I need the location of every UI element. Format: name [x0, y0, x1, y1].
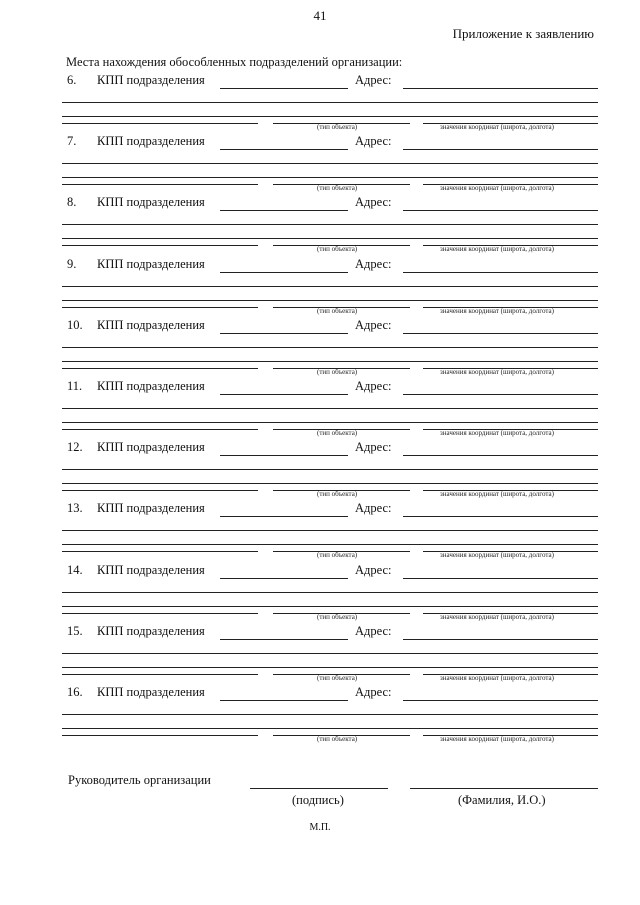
address-field-line-3[interactable] — [62, 422, 598, 423]
name-line[interactable] — [410, 788, 598, 789]
object-type-caption: (тип объекта) — [317, 245, 358, 253]
entry-number: 10. — [67, 318, 83, 332]
kpp-label: КПП подразделения — [97, 257, 205, 271]
coords-caption: значения координат (широта, долгота) — [440, 674, 554, 682]
kpp-label: КПП подразделения — [97, 134, 205, 148]
object-type-caption: (тип объекта) — [317, 123, 358, 131]
kpp-label: КПП подразделения — [97, 195, 205, 209]
entry-number: 12. — [67, 440, 83, 454]
kpp-label: КПП подразделения — [97, 563, 205, 577]
signature-caption: (подпись) — [292, 793, 344, 807]
entry-row — [0, 134, 640, 195]
address-label: Адрес: — [355, 134, 392, 148]
kpp-field[interactable] — [220, 394, 348, 395]
address-field-line-1[interactable] — [403, 149, 598, 150]
address-field-line-1[interactable] — [403, 455, 598, 456]
entry-number: 9. — [67, 257, 77, 271]
address-label: Адрес: — [355, 563, 392, 577]
signature-line[interactable] — [250, 788, 388, 789]
address-field-line-1[interactable] — [403, 210, 598, 211]
stamp-place: М.П. — [309, 822, 331, 833]
address-field-line-3[interactable] — [62, 116, 598, 117]
entry-number: 11. — [67, 379, 83, 393]
address-field-line-2[interactable] — [62, 163, 598, 164]
entry-row — [0, 685, 640, 746]
address-field-line-2[interactable] — [62, 469, 598, 470]
address-field-line-4[interactable] — [62, 674, 258, 675]
address-field-line-4[interactable] — [62, 368, 258, 369]
address-label: Адрес: — [355, 440, 392, 454]
coords-caption: значения координат (широта, долгота) — [440, 245, 554, 253]
kpp-field[interactable] — [220, 272, 348, 273]
address-field-line-2[interactable] — [62, 102, 598, 103]
address-field-line-4[interactable] — [62, 123, 258, 124]
address-label: Адрес: — [355, 379, 392, 393]
entry-row — [0, 501, 640, 562]
address-field-line-3[interactable] — [62, 544, 598, 545]
entry-number: 16. — [67, 685, 83, 699]
address-field-line-1[interactable] — [403, 272, 598, 273]
signature-title: Руководитель организации — [68, 773, 211, 787]
coords-caption: значения координат (широта, долгота) — [440, 184, 554, 192]
entry-row — [0, 440, 640, 501]
page-number: 41 — [313, 8, 327, 23]
address-label: Адрес: — [355, 501, 392, 515]
address-field-line-3[interactable] — [62, 667, 598, 668]
address-field-line-2[interactable] — [62, 530, 598, 531]
address-field-line-3[interactable] — [62, 300, 598, 301]
address-field-line-2[interactable] — [62, 347, 598, 348]
kpp-label: КПП подразделения — [97, 73, 205, 87]
object-type-caption: (тип объекта) — [317, 184, 358, 192]
address-field-line-2[interactable] — [62, 286, 598, 287]
address-field-line-3[interactable] — [62, 728, 598, 729]
address-field-line-4[interactable] — [62, 184, 258, 185]
address-field-line-3[interactable] — [62, 361, 598, 362]
address-field-line-3[interactable] — [62, 177, 598, 178]
address-label: Адрес: — [355, 257, 392, 271]
coords-caption: значения координат (широта, долгота) — [440, 551, 554, 559]
kpp-label: КПП подразделения — [97, 685, 205, 699]
address-field-line-1[interactable] — [403, 88, 598, 89]
kpp-label: КПП подразделения — [97, 440, 205, 454]
address-field-line-3[interactable] — [62, 606, 598, 607]
kpp-field[interactable] — [220, 700, 348, 701]
object-type-caption: (тип объекта) — [317, 674, 358, 682]
address-field-line-1[interactable] — [403, 333, 598, 334]
address-label: Адрес: — [355, 73, 392, 87]
object-type-caption: (тип объекта) — [317, 368, 358, 376]
address-field-line-2[interactable] — [62, 224, 598, 225]
object-type-caption: (тип объекта) — [317, 735, 358, 743]
kpp-field[interactable] — [220, 455, 348, 456]
object-type-caption: (тип объекта) — [317, 307, 358, 315]
address-field-line-4[interactable] — [62, 490, 258, 491]
kpp-field[interactable] — [220, 333, 348, 334]
coords-caption: значения координат (широта, долгота) — [440, 429, 554, 437]
entry-row — [0, 257, 640, 318]
address-label: Адрес: — [355, 318, 392, 332]
address-field-line-4[interactable] — [62, 307, 258, 308]
entry-row — [0, 379, 640, 440]
kpp-field[interactable] — [220, 210, 348, 211]
coords-caption: значения координат (широта, долгота) — [440, 613, 554, 621]
kpp-field[interactable] — [220, 639, 348, 640]
address-field-line-2[interactable] — [62, 592, 598, 593]
appendix-title: Приложение к заявлению — [452, 26, 594, 41]
address-label: Адрес: — [355, 624, 392, 638]
section-title: Места нахождения обособленных подразделений организации: — [66, 55, 403, 69]
kpp-label: КПП подразделения — [97, 624, 205, 638]
address-field-line-2[interactable] — [62, 714, 598, 715]
coords-caption: значения координат (широта, долгота) — [440, 735, 554, 743]
address-field-line-1[interactable] — [403, 700, 598, 701]
entry-row — [0, 563, 640, 624]
object-type-caption: (тип объекта) — [317, 490, 358, 498]
entry-number: 7. — [67, 134, 77, 148]
address-field-line-2[interactable] — [62, 408, 598, 409]
kpp-label: КПП подразделения — [97, 501, 205, 515]
address-field-line-3[interactable] — [62, 238, 598, 239]
object-type-caption: (тип объекта) — [317, 429, 358, 437]
address-field-line-1[interactable] — [403, 578, 598, 579]
entry-row — [0, 195, 640, 256]
address-field-line-1[interactable] — [403, 394, 598, 395]
entry-number: 8. — [67, 195, 77, 209]
kpp-field[interactable] — [220, 149, 348, 150]
entry-row — [0, 318, 640, 379]
address-field-line-4[interactable] — [62, 551, 258, 552]
entry-row — [0, 624, 640, 685]
entry-row — [0, 73, 640, 134]
address-field-line-4[interactable] — [62, 429, 258, 430]
kpp-field[interactable] — [220, 578, 348, 579]
entry-number: 14. — [67, 563, 83, 577]
address-field-line-4[interactable] — [62, 613, 258, 614]
address-field-line-4[interactable] — [62, 245, 258, 246]
kpp-label: КПП подразделения — [97, 379, 205, 393]
kpp-field[interactable] — [220, 516, 348, 517]
entry-number: 15. — [67, 624, 83, 638]
address-label: Адрес: — [355, 195, 392, 209]
coords-caption: значения координат (широта, долгота) — [440, 307, 554, 315]
entry-number: 6. — [67, 73, 77, 87]
kpp-field[interactable] — [220, 88, 348, 89]
coords-caption: значения координат (широта, долгота) — [440, 123, 554, 131]
coords-caption: значения координат (широта, долгота) — [440, 368, 554, 376]
entry-number: 13. — [67, 501, 83, 515]
address-field-line-2[interactable] — [62, 653, 598, 654]
name-caption: (Фамилия, И.О.) — [458, 793, 546, 807]
kpp-label: КПП подразделения — [97, 318, 205, 332]
address-label: Адрес: — [355, 685, 392, 699]
address-field-line-4[interactable] — [62, 735, 258, 736]
object-type-caption: (тип объекта) — [317, 551, 358, 559]
address-field-line-1[interactable] — [403, 639, 598, 640]
coords-caption: значения координат (широта, долгота) — [440, 490, 554, 498]
address-field-line-1[interactable] — [403, 516, 598, 517]
object-type-caption: (тип объекта) — [317, 613, 358, 621]
address-field-line-3[interactable] — [62, 483, 598, 484]
